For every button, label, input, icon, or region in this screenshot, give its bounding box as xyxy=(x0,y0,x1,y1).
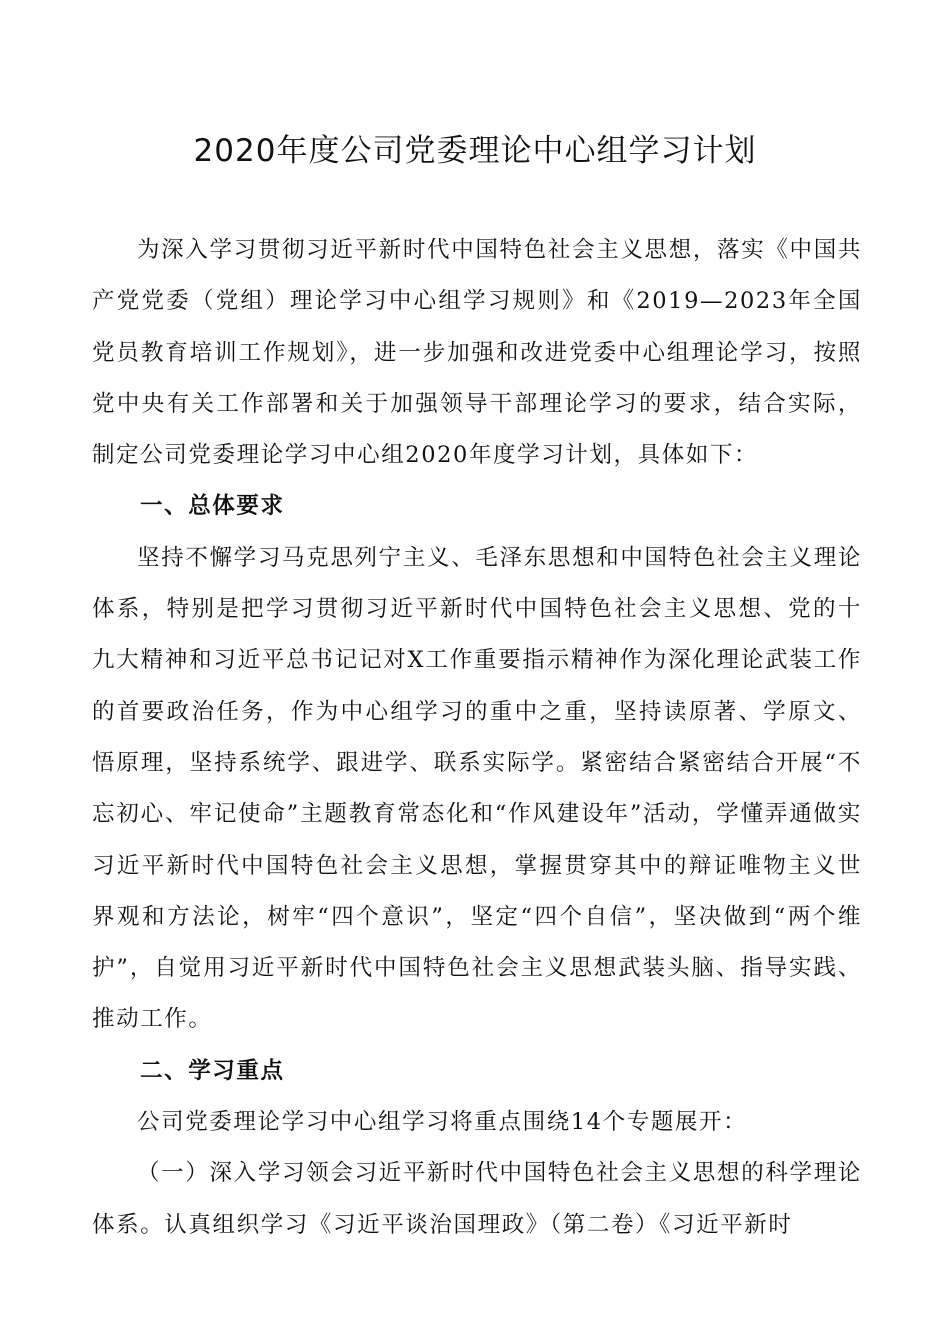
study-focus-paragraph: 公司党委理论学习中心组学习将重点围绕14个专题展开： xyxy=(137,1109,748,1136)
section-heading-study-focus: 二、学习重点 xyxy=(140,1057,285,1084)
intro-paragraph: 为深入学习贯彻习近平新时代中国特色社会主义思想，落实《中国共产党党委（党组）理论学习中心组学习规则》和《2019—2023年全国党员教育培训工作规划》，进一步加强和改进党委中心组理论学习，按照党中央有关工作部署和关于加强领导干部理论学习的要求，结合实际，制定公司党委理论学习中心组2020年度学习计划，具体如下： xyxy=(92,237,862,469)
document-title: 2020年度公司党委理论中心组学习计划 xyxy=(193,133,757,169)
general-requirements-paragraph: 坚持不懈学习马克思列宁主义、毛泽东思想和中国特色社会主义理论体系，特别是把学习贯彻习近平新时代中国特色社会主义思想、党的十九大精神和习近平总书记记对X工作重要指示精神作为深化理论武装工作的首要政治任务，作为中心组学习的重中之重，坚持读原著、学原文、悟原理，坚持系统学、跟进学、联系实际学。紧密结合紧密结合开展“不忘初心、牢记使命”主题教育常态化和“作风建设年”活动，学懂弄通做实习近平新时代中国特色社会主义思想，掌握贯穿其中的辩证唯物主义世界观和方法论，树牢“四个意识”，坚定“四个自信”，坚决做到“两个维护”，自觉用习近平新时代中国特色社会主义思想武装头脑、指导实践、推动工作。 xyxy=(92,544,862,1033)
document-body xyxy=(92,225,862,1251)
section-heading-general-requirements: 一、总体要求 xyxy=(140,493,285,520)
study-focus-item-1: （一）深入学习领会习近平新时代中国特色社会主义思想的科学理论体系。认真组织学习《习近平谈治国理政》（第二卷）《习近平新时 xyxy=(92,1160,862,1238)
